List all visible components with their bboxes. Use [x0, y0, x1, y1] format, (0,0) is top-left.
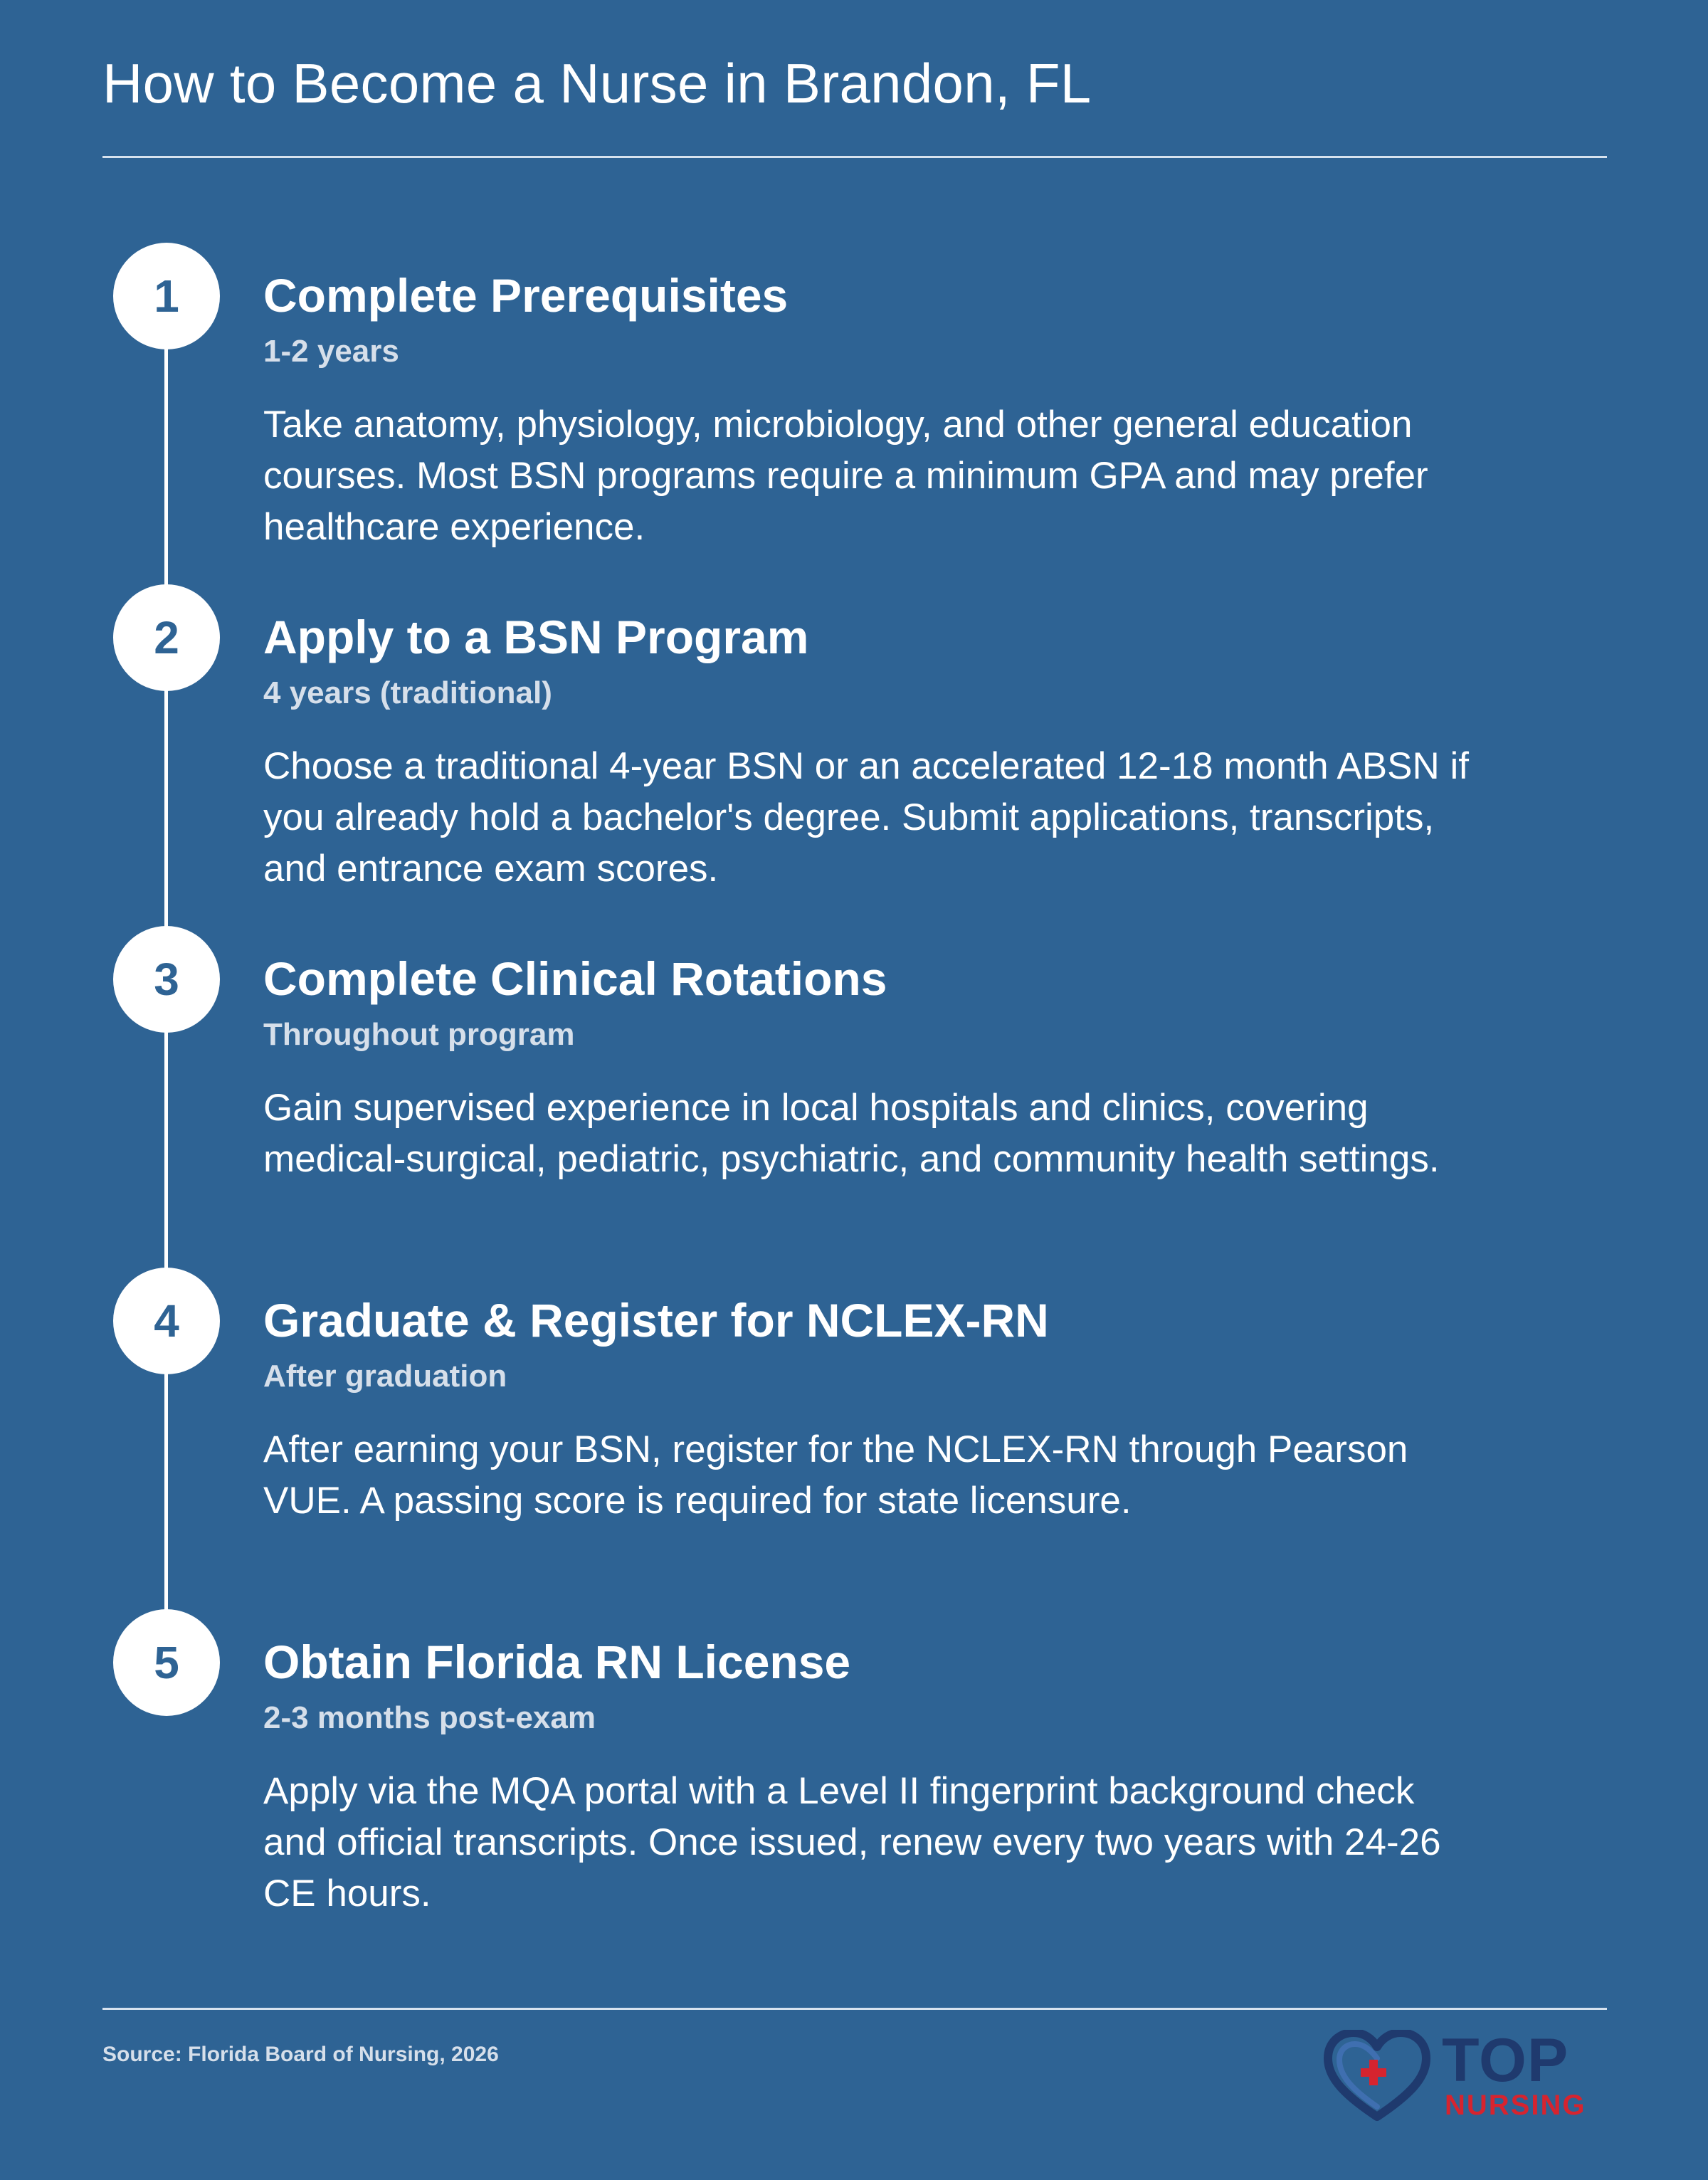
- step-duration: After graduation: [263, 1359, 507, 1394]
- heart-cross-icon: [1324, 2030, 1430, 2122]
- source-note: Source: Florida Board of Nursing, 2026: [102, 2043, 499, 2066]
- step-title: Complete Prerequisites: [263, 269, 789, 322]
- step-description: Apply via the MQA portal with a Level II fingerprint background check and official transcripts. Once issued, renew every two years with 24-26 CE hours.: [263, 1770, 1441, 1915]
- step-title: Obtain Florida RN License: [263, 1636, 851, 1688]
- step-title: Apply to a BSN Program: [263, 611, 809, 663]
- step-title: Graduate & Register for NCLEX-RN: [263, 1294, 1049, 1347]
- step-title: Complete Clinical Rotations: [263, 952, 887, 1005]
- step-description: Take anatomy, physiology, microbiology, and other general education courses. Most BSN programs require a minimum GPA and may prefer healthcare experience.: [263, 404, 1428, 548]
- step-number-badge: 5: [113, 1609, 220, 1716]
- step-duration: 2-3 months post-exam: [263, 1700, 596, 1735]
- step-description: After earning your BSN, register for the NCLEX-RN through Pearson VUE. A passing score is required for state licensure.: [263, 1428, 1408, 1522]
- header-divider: [102, 156, 1607, 158]
- footer-divider: [102, 2008, 1607, 2010]
- step-number-badge: 4: [113, 1268, 220, 1374]
- step-duration: 4 years (traditional): [263, 675, 552, 710]
- top-nursing-logo: [1324, 2026, 1608, 2122]
- step-number-badge: 2: [113, 584, 220, 691]
- step-number-badge: 1: [113, 243, 220, 349]
- step-description: Choose a traditional 4-year BSN or an accelerated 12-18 month ABSN if you already hold a bachelor's degree. Submit applications, transcripts, and entrance exam scores.: [263, 745, 1469, 890]
- step-description: Gain supervised experience in local hospitals and clinics, covering medical-surgical, pediatric, psychiatric, and community health settings.: [263, 1087, 1440, 1180]
- step-number-badge: 3: [113, 926, 220, 1033]
- logo-wordmark-nursing: NURSING: [1445, 2090, 1586, 2121]
- page-title: How to Become a Nurse in Brandon, FL: [102, 52, 1092, 115]
- step-duration: 1-2 years: [263, 334, 399, 369]
- step-duration: Throughout program: [263, 1017, 575, 1052]
- logo-wordmark-top: TOP: [1442, 2026, 1569, 2095]
